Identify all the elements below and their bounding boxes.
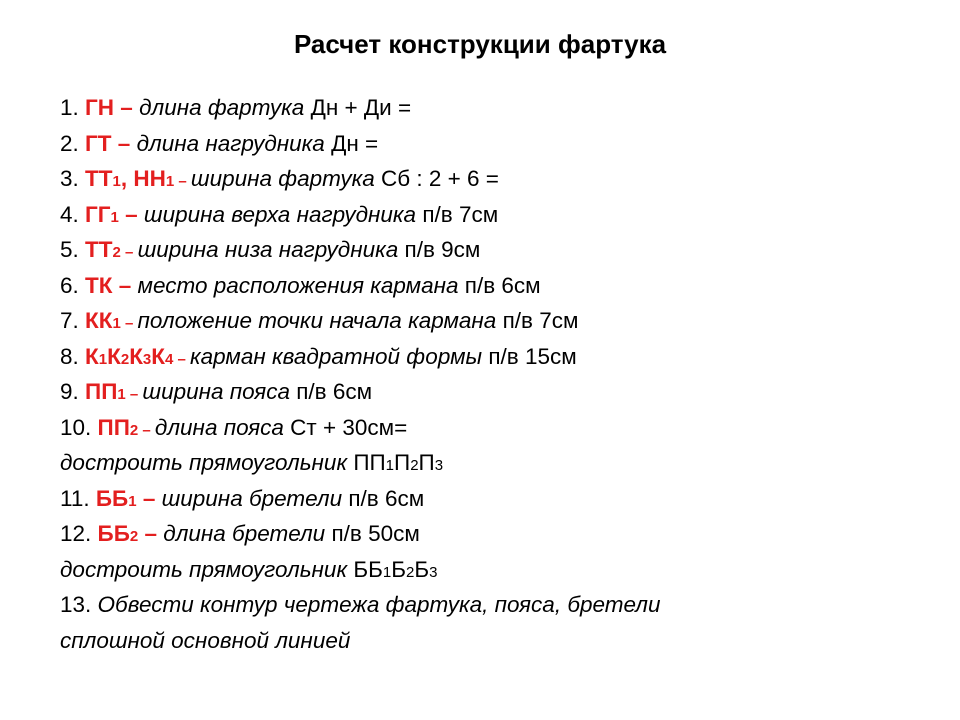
- list-item: [60, 268, 940, 304]
- description: Обвести контур чертежа фартука, пояса, бретели: [97, 592, 661, 617]
- formula: п/в 15см: [482, 343, 577, 369]
- segment-label: К: [151, 343, 165, 369]
- formula: ПП: [347, 450, 386, 475]
- dash: –: [120, 244, 138, 261]
- page-title: Расчет конструкции фартука: [293, 29, 667, 59]
- description: ширина бретели: [161, 485, 343, 511]
- subscript: 1: [382, 563, 392, 581]
- formula: П: [418, 450, 435, 475]
- item-number: 4.: [60, 201, 79, 227]
- subscript: 1: [385, 457, 395, 474]
- description: достроить прямоугольник: [60, 556, 348, 582]
- description: положение точки начала кармана: [137, 308, 497, 333]
- item-number: 7.: [60, 308, 79, 333]
- formula: п/в 9см: [398, 237, 481, 262]
- segment-label: К: [129, 343, 143, 369]
- subscript: 3: [434, 457, 444, 474]
- formula: П: [394, 450, 411, 475]
- item-number: 11.: [60, 485, 90, 511]
- list-item: [60, 374, 940, 410]
- dash: –: [112, 272, 138, 298]
- list-item: [60, 516, 940, 552]
- subscript: 4: [165, 350, 174, 368]
- dash: –: [120, 315, 138, 332]
- segment-label: , НН: [120, 166, 166, 191]
- description: ширина пояса: [142, 379, 290, 404]
- description: длина бретели: [163, 521, 326, 546]
- list-item: [60, 197, 940, 233]
- list-item: [60, 303, 940, 339]
- steps-list: [60, 90, 940, 658]
- subscript: 2: [129, 421, 139, 439]
- formula: Б: [391, 556, 406, 582]
- item-number: 1.: [60, 95, 79, 120]
- segment-label: ТК: [85, 272, 113, 298]
- description: ширина верха нагрудника: [143, 201, 417, 227]
- subscript: 2: [410, 457, 419, 474]
- list-item: [60, 623, 940, 659]
- formula: п/в 7см: [496, 308, 579, 333]
- item-number: 6.: [60, 272, 79, 298]
- list-item: [60, 552, 940, 588]
- description: длина пояса: [154, 414, 284, 440]
- formula: п/в 6см: [342, 485, 425, 511]
- list-item: [60, 232, 940, 268]
- list-item: [60, 339, 940, 375]
- formula: п/в 6см: [289, 379, 373, 404]
- dash: –: [136, 485, 162, 511]
- subscript: 2: [112, 244, 121, 261]
- segment-label: К: [85, 343, 99, 369]
- subscript: 1: [117, 386, 126, 403]
- subscript: 3: [429, 563, 438, 581]
- list-item: [60, 126, 940, 162]
- item-number: 3.: [60, 166, 79, 191]
- item-number: 8.: [60, 343, 79, 369]
- segment-label: ГГ: [85, 201, 111, 227]
- formula: Б: [414, 556, 430, 582]
- dash: –: [174, 173, 191, 190]
- formula: п/в 50см: [325, 521, 420, 546]
- segment-label: ГТ: [85, 130, 112, 156]
- description: длина фартука: [139, 95, 305, 120]
- list-item: [60, 410, 940, 446]
- formula-colon: :: [410, 166, 429, 191]
- dash: –: [138, 421, 155, 439]
- formula: Дн =: [324, 130, 379, 156]
- subscript: 1: [165, 173, 175, 190]
- segment-label: ТТ: [85, 166, 113, 191]
- formula: Сб: [374, 166, 411, 191]
- item-number: 5.: [60, 237, 79, 262]
- segment-label: ТТ: [85, 237, 113, 262]
- subscript: 2: [129, 528, 139, 545]
- item-number: 13.: [60, 592, 92, 617]
- segment-label: ББ: [95, 485, 129, 511]
- formula: 2 + 6 =: [428, 166, 499, 191]
- list-item: [60, 445, 940, 481]
- description: сплошной основной линией: [60, 627, 351, 653]
- description: ширина фартука: [190, 166, 375, 191]
- subscript: 2: [405, 563, 415, 581]
- segment-label: ББ: [97, 521, 130, 546]
- dash: –: [114, 95, 140, 120]
- dash: –: [118, 201, 144, 227]
- segment-label: ПП: [85, 379, 118, 404]
- list-item: [60, 90, 940, 126]
- item-number: 2.: [60, 130, 79, 156]
- formula: п/в 7см: [416, 201, 499, 227]
- description: место расположения кармана: [137, 272, 459, 298]
- segment-label: К: [107, 343, 121, 369]
- dash: –: [173, 350, 191, 368]
- subscript: 3: [142, 350, 152, 368]
- list-item: [60, 481, 940, 517]
- dash: –: [125, 386, 143, 403]
- description: достроить прямоугольник: [60, 450, 348, 475]
- description: длина нагрудника: [136, 130, 325, 156]
- description: карман квадратной формы: [190, 343, 483, 369]
- subscript: 1: [98, 350, 108, 368]
- dash: –: [138, 521, 164, 546]
- description: ширина низа нагрудника: [137, 237, 399, 262]
- subscript: 1: [112, 315, 121, 332]
- segment-label: ГН: [85, 95, 115, 120]
- formula: Дн + Ди =: [304, 95, 412, 120]
- subscript: 2: [120, 350, 130, 368]
- list-item: [60, 161, 940, 197]
- segment-label: КК: [85, 308, 113, 333]
- list-item: [60, 587, 940, 623]
- formula: п/в 6см: [458, 272, 541, 298]
- item-number: 10.: [60, 414, 92, 440]
- segment-label: ПП: [97, 414, 130, 440]
- subscript: 1: [128, 492, 137, 510]
- item-number: 12.: [60, 521, 92, 546]
- item-number: 9.: [60, 379, 79, 404]
- subscript: 1: [110, 208, 119, 226]
- subscript: 1: [112, 173, 121, 190]
- formula: Ст + 30см=: [283, 414, 408, 440]
- formula: ББ: [347, 556, 383, 582]
- dash: –: [111, 130, 137, 156]
